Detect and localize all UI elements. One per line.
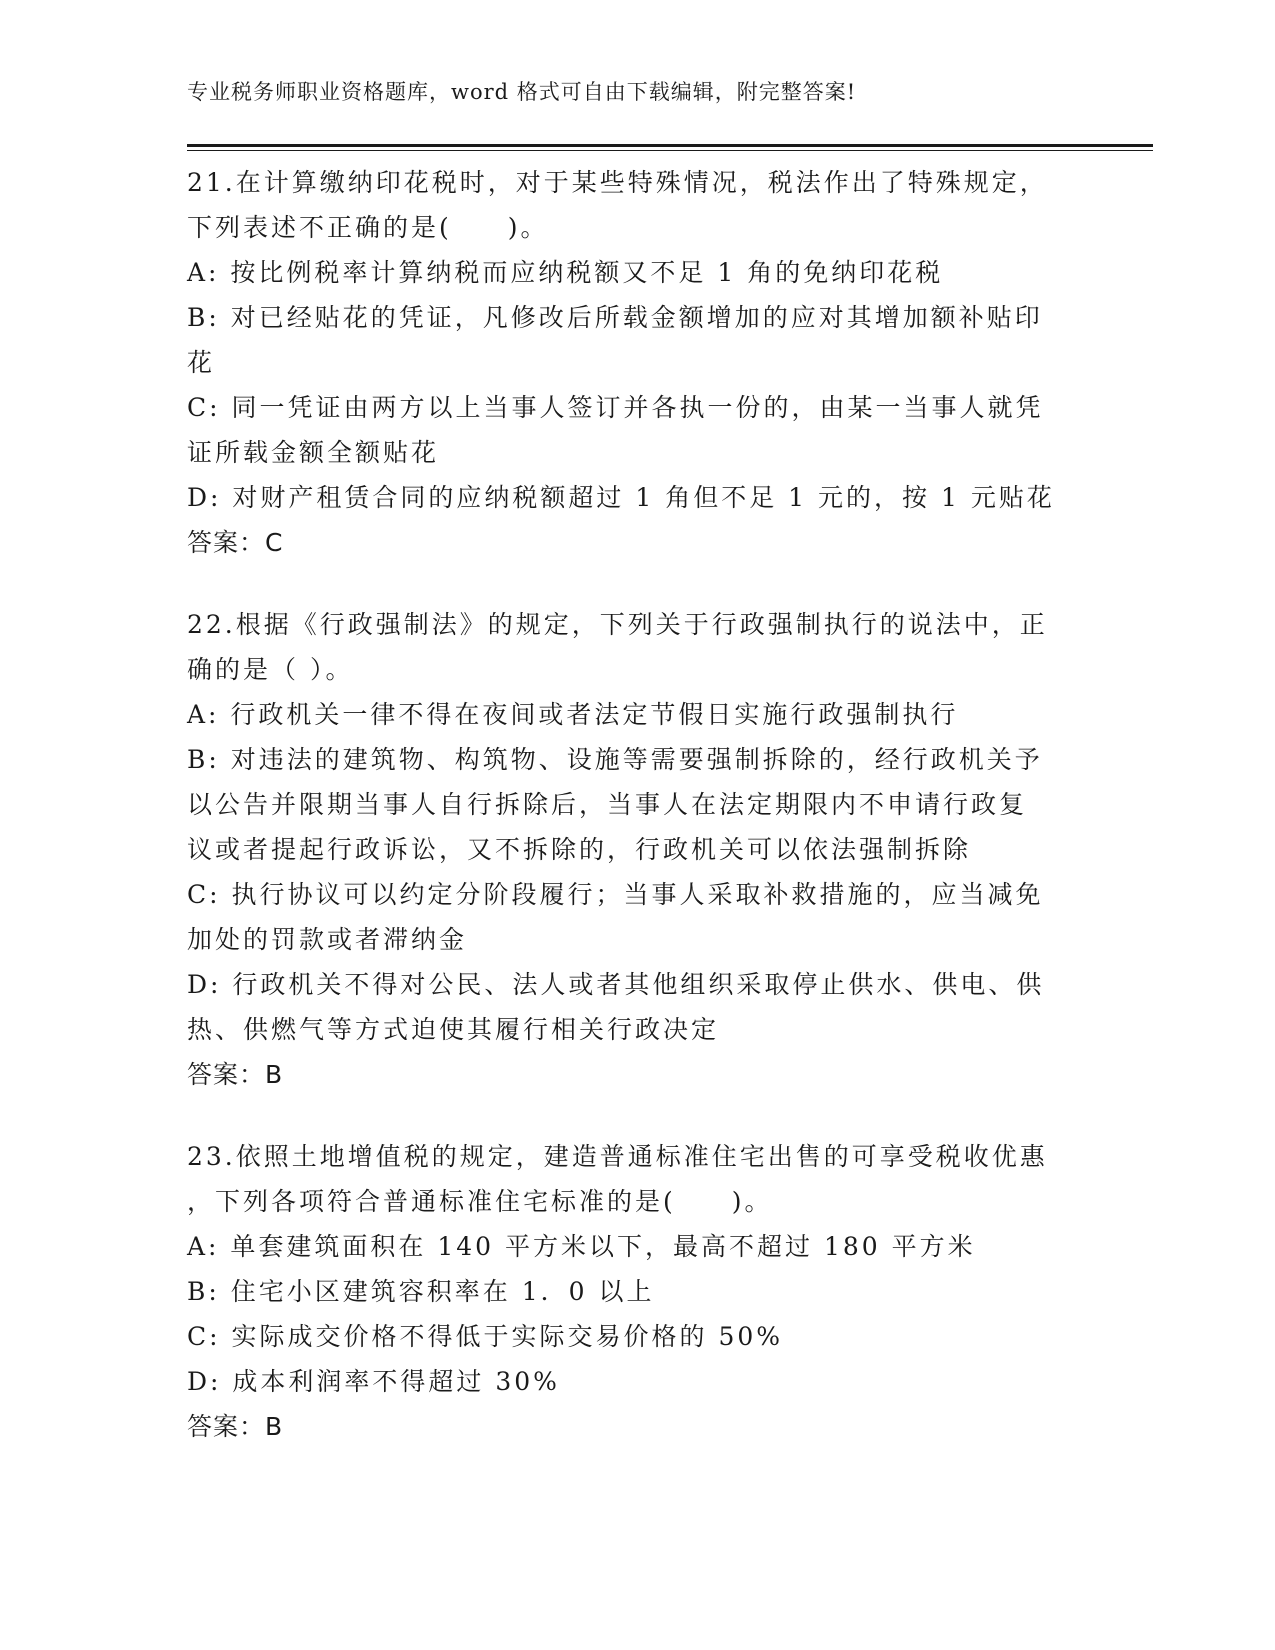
option-a: A: 按比例税率计算纳税而应纳税额又不足 1 角的免纳印花税	[187, 258, 944, 287]
option-c-continued: 证所载金额全额贴花	[187, 438, 440, 467]
answer-label: 答案：B	[187, 1412, 284, 1441]
option-a: A: 行政机关一律不得在夜间或者法定节假日实施行政强制执行	[187, 700, 959, 729]
option-d-continued: 热、供燃气等方式迫使其履行相关行政决定	[187, 1015, 720, 1044]
header-note: 专业税务师职业资格题库，word 格式可自由下载编辑，附完整答案!	[187, 80, 857, 104]
option-b-continued: 议或者提起行政诉讼，又不拆除的，行政机关可以依法强制拆除	[187, 835, 972, 864]
answer-label: 答案：B	[187, 1060, 284, 1089]
option-d: D: 行政机关不得对公民、法人或者其他组织采取停止供水、供电、供	[187, 970, 1045, 999]
option-d: D: 对财产租赁合同的应纳税额超过 1 角但不足 1 元的，按 1 元贴花	[187, 483, 1055, 512]
option-b: B: 住宅小区建筑容积率在 1．0 以上	[187, 1277, 655, 1306]
question-stem-line: ，下列各项符合普通标准住宅标准的是( )。	[187, 1187, 773, 1216]
answer-label: 答案：C	[187, 528, 284, 557]
question-23	[187, 1134, 1077, 1449]
option-a: A: 单套建筑面积在 140 平方米以下，最高不超过 180 平方米	[187, 1232, 976, 1261]
question-stem-line: 下列表述不正确的是( )。	[187, 213, 549, 242]
question-21	[187, 160, 1077, 565]
option-b-continued: 花	[187, 348, 216, 377]
option-b-continued: 以公告并限期当事人自行拆除后，当事人在法定期限内不申请行政复	[187, 790, 1028, 819]
question-stem-line: 22.根据《行政强制法》的规定，下列关于行政强制执行的说法中，正	[187, 610, 1048, 639]
option-c: C: 同一凭证由两方以上当事人签订并各执一份的，由某一当事人就凭	[187, 393, 1044, 422]
question-stem-line: 确的是（ ）。	[187, 655, 354, 684]
question-list	[187, 160, 1077, 1486]
header-rule-thin	[187, 150, 1153, 151]
option-c: C: 执行协议可以约定分阶段履行；当事人采取补救措施的，应当减免	[187, 880, 1044, 909]
option-b: B: 对已经贴花的凭证，凡修改后所载金额增加的应对其增加额补贴印	[187, 303, 1043, 332]
question-stem-line: 23.依照土地增值税的规定，建造普通标准住宅出售的可享受税收优惠	[187, 1142, 1048, 1171]
question-22	[187, 602, 1077, 1097]
header-rule-thick	[187, 144, 1153, 147]
option-d: D: 成本利润率不得超过 30%	[187, 1367, 560, 1396]
option-c-continued: 加处的罚款或者滞纳金	[187, 925, 468, 954]
question-stem-line: 21.在计算缴纳印花税时，对于某些特殊情况，税法作出了特殊规定，	[187, 168, 1048, 197]
option-c: C: 实际成交价格不得低于实际交易价格的 50%	[187, 1322, 784, 1351]
option-b: B: 对违法的建筑物、构筑物、设施等需要强制拆除的，经行政机关予	[187, 745, 1043, 774]
